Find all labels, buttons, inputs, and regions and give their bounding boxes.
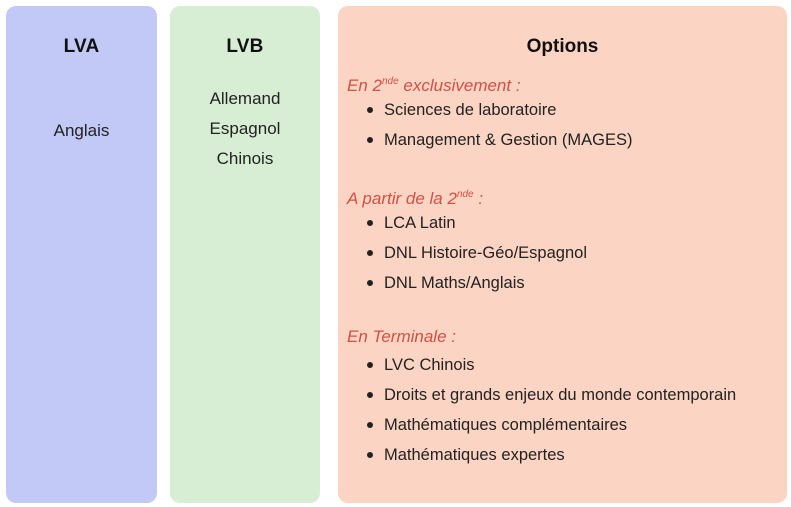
lvb-language: Chinois (216, 149, 274, 168)
bullet-icon (367, 422, 373, 428)
options-section-terminale (347, 324, 779, 470)
bullet-icon (367, 137, 373, 143)
section-heading: A partir de la 2nde : (347, 189, 484, 208)
lvb-card (170, 6, 320, 503)
options-title: Options (526, 36, 599, 57)
options-card (338, 6, 787, 503)
section-heading: En Terminale : (347, 327, 456, 346)
option-item: Management & Gestion (MAGES) (347, 125, 779, 155)
option-item: Sciences de laboratoire (347, 95, 779, 125)
lva-language-list (6, 116, 157, 146)
option-item: LCA Latin (347, 208, 779, 238)
section-heading: En 2nde exclusivement : (347, 76, 521, 95)
option-item: Mathématiques expertes (347, 440, 779, 470)
lvb-language-list (170, 84, 320, 174)
option-list (347, 350, 779, 470)
options-section-seconde-exclusive (347, 69, 779, 155)
option-item: Droits et grands enjeux du monde contemporain (347, 380, 779, 410)
option-item: DNL Histoire-Géo/Espagnol (347, 238, 779, 268)
option-item: Mathématiques complémentaires (347, 410, 779, 440)
lva-language: Anglais (53, 121, 110, 140)
bullet-icon (367, 362, 373, 368)
lvb-language: Espagnol (209, 119, 281, 138)
bullet-icon (367, 392, 373, 398)
bullet-icon (367, 107, 373, 113)
lva-title: LVA (63, 36, 100, 57)
lva-card (6, 6, 157, 503)
option-list (347, 208, 779, 298)
bullet-icon (367, 452, 373, 458)
bullet-icon (367, 280, 373, 286)
bullet-icon (367, 220, 373, 226)
options-section-from-seconde (347, 182, 779, 298)
bullet-icon (367, 250, 373, 256)
option-item: LVC Chinois (347, 350, 779, 380)
lvb-title: LVB (226, 36, 264, 57)
lvb-language: Allemand (209, 89, 281, 108)
option-list (347, 95, 779, 155)
option-item: DNL Maths/Anglais (347, 268, 779, 298)
